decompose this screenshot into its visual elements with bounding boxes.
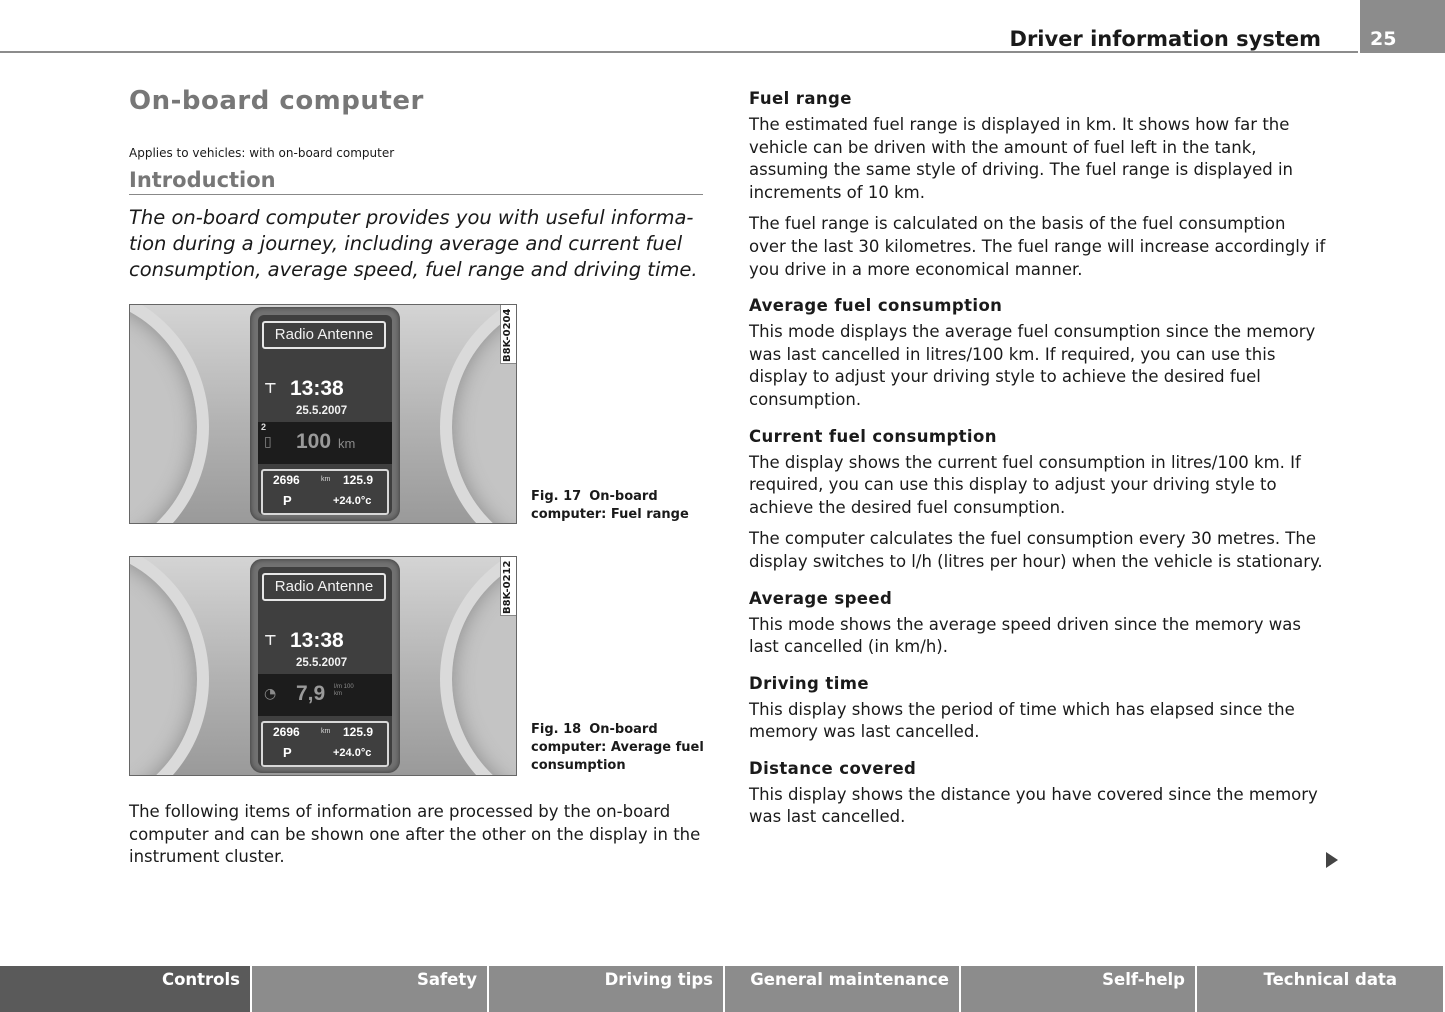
paragraph: The computer calculates the fuel consumption every 30 metres. The display switches to l/h (litres per hour) when the vehicle is stationary. (749, 529, 1323, 571)
section-heading: Driving time (749, 673, 869, 693)
triangle-right-icon (1326, 852, 1338, 868)
footer-tab-technical-data[interactable]: Technical data (1197, 966, 1443, 1012)
display-date: 25.5.2007 (296, 657, 348, 669)
paragraph: This display shows the period of time which has elapsed since the memory was last cancelled. (749, 699, 1295, 742)
gear-indicator: P (283, 493, 292, 508)
radio-station: Radio Antenne (262, 573, 386, 601)
odometer: 2696 (273, 725, 300, 739)
fuel-pump-icon: ▯ (264, 434, 272, 450)
trip-distance: 125.9 (343, 725, 374, 739)
footer-tab-driving-tips[interactable]: Driving tips (489, 966, 723, 1012)
outside-temperature: +24.0°c (333, 495, 372, 507)
footer-tab-safety[interactable]: Safety (252, 966, 487, 1012)
caption-text: On-board computer: Average fuel consumption (531, 722, 704, 773)
computer-band (258, 674, 392, 716)
status-box (261, 721, 389, 767)
section-distance-covered (749, 759, 1327, 829)
image-code: B8K-0212 (502, 560, 513, 614)
consumption-value: 7,9 (296, 682, 326, 705)
header-rule (0, 51, 1358, 53)
footer-tab-controls[interactable]: Controls (0, 966, 250, 1012)
section-title: On-board computer (129, 86, 424, 116)
instrument-cluster-photo (129, 304, 517, 524)
intro-line: The on-board computer provides you with useful informa- (129, 206, 694, 229)
paragraph: The display shows the current fuel consumption in litres/100 km. If required, you can use this display to adjust your driving style to achieve the desired fuel consumption. (749, 452, 1301, 517)
image-code: B8K-0204 (502, 308, 513, 362)
section-heading: Fuel range (749, 89, 852, 108)
intro-line: consumption, average speed, fuel range and driving time. (129, 258, 698, 281)
section-driving-time (749, 674, 1327, 744)
outside-temperature: +24.0°c (333, 747, 372, 759)
footer-tab-self-help[interactable]: Self-help (961, 966, 1195, 1012)
speedometer-dial (129, 556, 209, 776)
display-time: 13:38 (290, 629, 344, 652)
page-number: 25 (1370, 28, 1397, 50)
section-fuel-range (749, 89, 1327, 281)
page-number-tab (1360, 0, 1445, 53)
intro-line: tion during a journey, including average and current fuel (129, 232, 683, 255)
instrument-cluster-photo (129, 556, 517, 776)
speedometer-dial (129, 304, 209, 524)
clock-icon: ⊤ (264, 381, 277, 397)
paragraph: This mode shows the average speed driven since the memory was last cancelled (in km/h). (749, 614, 1301, 657)
radio-station: Radio Antenne (262, 321, 386, 349)
footer-tab-general-maintenance[interactable]: General maintenance (725, 966, 959, 1012)
running-title: Driver information system (1009, 27, 1321, 51)
section-average-speed (749, 589, 1327, 659)
driver-info-display (258, 315, 392, 515)
figure-number: Fig. 17 (531, 489, 582, 504)
figure-caption (531, 721, 706, 775)
odometer: 2696 (273, 473, 300, 487)
following-text: The following items of information are processed by the on-board computer and can be shown one after the other on the display in the instrument cluster. (129, 802, 701, 867)
section-average-fuel-consumption (749, 296, 1327, 411)
right-column (749, 89, 1327, 844)
display-time: 13:38 (290, 377, 344, 400)
trip-distance: 125.9 (343, 473, 374, 487)
status-box (261, 469, 389, 515)
left-column (129, 86, 703, 283)
driver-info-display (258, 567, 392, 767)
consumption-unit: l/m 100 km (334, 684, 354, 697)
footer-nav (0, 966, 1445, 1012)
paragraph: The fuel range is calculated on the basis of the fuel consumption over the last 30 kilometres. The fuel range will increase accordingly if you drive in a more economical manner. (749, 214, 1326, 279)
section-heading: Average speed (749, 588, 893, 608)
caption-text: On-board computer: Fuel range (531, 489, 689, 522)
paragraph: This display shows the distance you have covered since the memory was last cancelled. (749, 784, 1318, 827)
paragraph: The estimated fuel range is displayed in km. It shows how far the vehicle can be driven with the amount of fuel left in the tank, assuming the same style of driving. The fuel range is displayed in increments of 10 km. (749, 115, 1293, 202)
figure-number: Fig. 18 (531, 722, 582, 737)
gear-indicator: P (283, 745, 292, 760)
clock-icon: ⊤ (264, 633, 277, 649)
figure-caption (531, 488, 706, 524)
section-current-fuel-consumption (749, 427, 1327, 574)
section-heading: Current fuel consumption (749, 426, 997, 446)
odometer-unit: km (321, 476, 331, 483)
section-heading: Distance covered (749, 758, 917, 778)
gauge-icon: ◔ (264, 686, 277, 702)
odometer-unit: km (321, 728, 331, 735)
paragraph: This mode displays the average fuel consumption since the memory was last cancelled in litres/100 km. If required, you can use this display to adjust your driving style to achieve the desired fuel consumption. (749, 322, 1316, 409)
intro-text (129, 205, 703, 283)
section-heading: Average fuel consumption (749, 296, 1003, 316)
fuel-range-unit: km (338, 436, 356, 451)
display-date: 25.5.2007 (296, 405, 348, 417)
subsection-title: Introduction (129, 168, 703, 195)
memory-number: 2 (261, 422, 267, 432)
computer-band (258, 422, 392, 464)
fuel-range-value: 100 (296, 430, 332, 453)
applies-to-note: Applies to vehicles: with on-board computer (129, 146, 395, 160)
